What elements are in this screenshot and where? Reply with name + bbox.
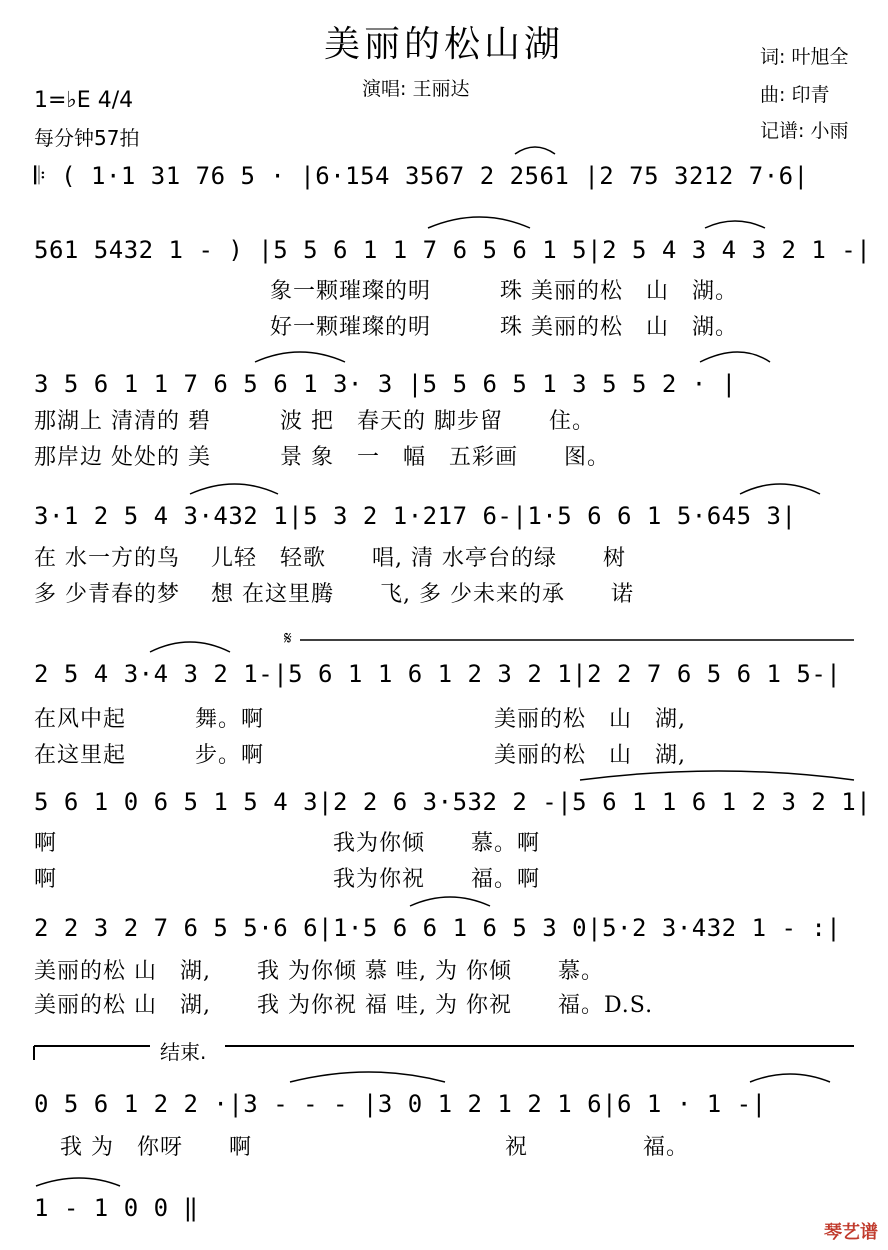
notation-row-9: 1 - 1 0 0 ‖ [34,1194,199,1222]
slur-row-9 [36,1178,120,1186]
lyric-row-2-verse-2: 好一颗璀璨的明 珠 美丽的松 山 湖。 [270,315,738,340]
lyric-row-3-verse-2: 那岸边 处处的 美 景 象 一 幅 五彩画 图。 [34,445,610,470]
slur-row-3b [700,352,770,362]
slur-row-4a [190,484,278,494]
lyric-row-4-verse-1: 在 水一方的鸟 儿轻 轻歌 唱, 清 水亭台的绿 树 [34,546,626,571]
notation-row-2: 561 5432 1 - ) |5 5 6 1 1 7 6 5 6 1 5|2 5 4 3 4 3 2 1 -| [34,236,872,264]
watermark-logo: 琴艺谱 [824,1222,878,1243]
slur-row-2b [705,221,765,228]
notation-row-1: 𝄆 ( 1·1 31 76 5 · |6·154 3567 2 2561 |2 75 3212 7·6| [34,162,809,190]
song-title: 美丽的松山湖 [323,24,564,65]
ending-label: 结束. [160,1040,207,1064]
slur-row-5 [150,642,230,652]
composer-credit: 曲: 印青 [760,84,830,106]
lyric-row-7-verse-2: 美丽的松 山 湖, 我 为你祝 福 哇, 为 你祝 福。D.S. [34,993,654,1018]
slur-row-4b [740,484,820,494]
notation-row-8: 0 5 6 1 2 2 ·|3 - - - |3 0 1 2 1 2 1 6|6 1 · 1 -| [34,1090,767,1118]
notation-row-7: 2 2 3 2 7 6 5 5·6 6|1·5 6 6 1 6 5 3 0|5·2 3·432 1 - :| [34,914,842,942]
lyric-row-2-verse-1: 象一颗璀璨的明 珠 美丽的松 山 湖。 [270,279,738,304]
lyric-row-4-verse-2: 多 少青春的梦 想 在这里腾 飞, 多 少未来的承 诺 [34,582,634,607]
lyric-row-8: 我 为 你呀 啊 祝 福。 [60,1135,689,1160]
slur-row-7 [410,897,490,906]
lyric-row-7-verse-1: 美丽的松 山 湖, 我 为你倾 慕 哇, 为 你倾 慕。 [34,959,604,984]
lyric-row-6-verse-1: 啊 我为你倾 慕。啊 [34,831,541,856]
lyric-row-6-verse-2: 啊 我为你祝 福。啊 [34,867,541,892]
notation-row-6: 5 6 1 0 6 5 1 5 4 3|2 2 6 3·532 2 -|5 6 1 1 6 1 2 3 2 1| [34,788,872,816]
slur-row-2a [428,217,530,228]
slur-row-8 [290,1072,445,1082]
tempo-marking: 每分钟57拍 [34,126,140,150]
notation-row-5: 2 5 4 3·4 3 2 1-|5 6 1 1 6 1 2 3 2 1|2 2 7 6 5 6 1 5-| [34,660,842,688]
notation-row-3: 3 5 6 1 1 7 6 5 6 1 3· 3 |5 5 6 5 1 3 5 5 2 · | [34,370,737,398]
slur-row-6 [580,771,854,780]
slur-row-1 [515,147,555,154]
transcriber-credit: 记谱: 小雨 [760,120,849,142]
lyric-row-5-verse-1: 在风中起 舞。啊 美丽的松 山 湖, [34,707,686,732]
lyric-row-3-verse-1: 那湖上 清清的 碧 波 把 春天的 脚步留 住。 [34,409,595,434]
singer-credit: 演唱: 王丽达 [362,78,470,100]
lyric-row-5-verse-2: 在这里起 步。啊 美丽的松 山 湖, [34,743,686,768]
slur-row-3a [255,352,345,362]
key-signature: 1=♭E 4/4 [34,88,134,113]
slur-row-8b [750,1074,830,1082]
notation-row-4: 3·1 2 5 4 3·432 1|5 3 2 1·217 6-|1·5 6 6 1 5·645 3| [34,502,797,530]
lyricist-credit: 词: 叶旭全 [760,46,849,68]
segno-mark: 𝄋 [284,628,292,649]
